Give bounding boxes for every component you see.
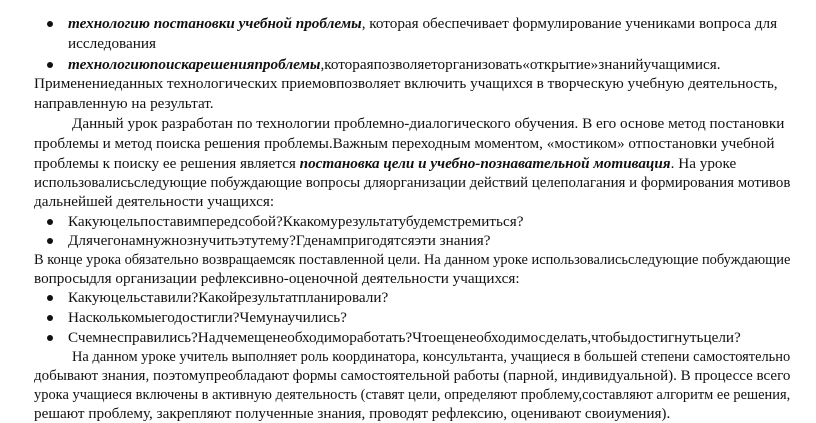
list-item: Какуюцельставили?Какойрезультатпланировали? — [68, 289, 389, 306]
list-item-continuation: исследования — [68, 35, 157, 52]
bullet-icon — [47, 335, 53, 341]
paragraph-line: Применениеданных технологических приемовпозволяет включить учащихся в творческую учебную деятельность, — [34, 75, 778, 92]
paragraph-line: дальнейшей деятельности учащихся: — [34, 193, 275, 210]
paragraph-line: На данном уроке учитель выполняет роль координатора, консультанта, учащиеся в большей степени самостоятельно — [72, 348, 791, 365]
paragraph-line — [34, 154, 736, 173]
emphasis-text: постановка цели и учебно-познавательной мотивация — [299, 155, 671, 172]
paragraph-line: добывают знания, поэтомупреобладают формы самостоятельной работы (парной, индивидуальной). В процессе всего — [34, 367, 791, 384]
paragraph-line: проблемы и метод поиска решения проблемы.Важным переходным моментом, «мостиком» отпостановки учебной — [34, 135, 775, 152]
paragraph-line: вопросыдля организации рефлексивно-оценочной деятельности учащихся: — [34, 270, 520, 287]
paragraph-line: направленную на результат. — [34, 95, 214, 112]
list-item: Длячегонамнужнознучитьэтутему?Гденампригодятсяэти знания? — [68, 232, 491, 249]
paragraph-line: В конце урока обязательно возвращаемсяк поставленной цели. На данном уроке использовалисьследующие побуждающие — [34, 251, 791, 268]
list-item: Какуюцельпоставимпередсобой?Ккакомурезультатубудемстремиться? — [68, 213, 524, 230]
paragraph-line: использовалисьследующие побуждающие вопросы дляорганизации действий целеполагания и формирования мотивов — [34, 174, 791, 191]
list-item: Счемнесправились?Надчемещенеобходимоработать?Чтоещенеобходимосделать,чтобыдостигнутьцели? — [68, 329, 741, 346]
paragraph-text: . На уроке — [670, 155, 737, 172]
bullet-title: технологиюпоискарешенияпроблемы — [68, 56, 321, 73]
bullet-title: технологию постановки учебной проблемы — [68, 15, 362, 32]
list-item — [68, 55, 721, 74]
bullet-icon — [47, 238, 53, 244]
bullet-icon — [47, 21, 53, 27]
list-item — [68, 14, 778, 33]
list-item: Насколькомыегодостигли?Чемунаучились? — [68, 309, 347, 326]
bullet-icon — [47, 315, 53, 321]
bullet-text: , которая обеспечивает формулирование учениками вопроса для — [361, 15, 778, 32]
bullet-icon — [47, 295, 53, 301]
paragraph-text: проблемы к поиску ее решения является — [34, 155, 300, 172]
paragraph-line: Данный урок разработан по технологии проблемно-диалогического обучения. В его основе метод постановки — [72, 115, 785, 132]
bullet-icon — [47, 219, 53, 225]
bullet-icon — [47, 62, 53, 68]
bullet-text: ,котораяпозволяеторганизовать«открытие»знанийучащимися. — [320, 56, 721, 73]
paragraph-line: урока учащиеся включены в активную деятельность (ставят цели, определяют проблему,составляют алгоритм ее решения, — [34, 386, 791, 403]
paragraph-line: решают проблему, закрепляют полученные знания, проводят рефлексию, оценивают своиумения). — [34, 405, 671, 422]
